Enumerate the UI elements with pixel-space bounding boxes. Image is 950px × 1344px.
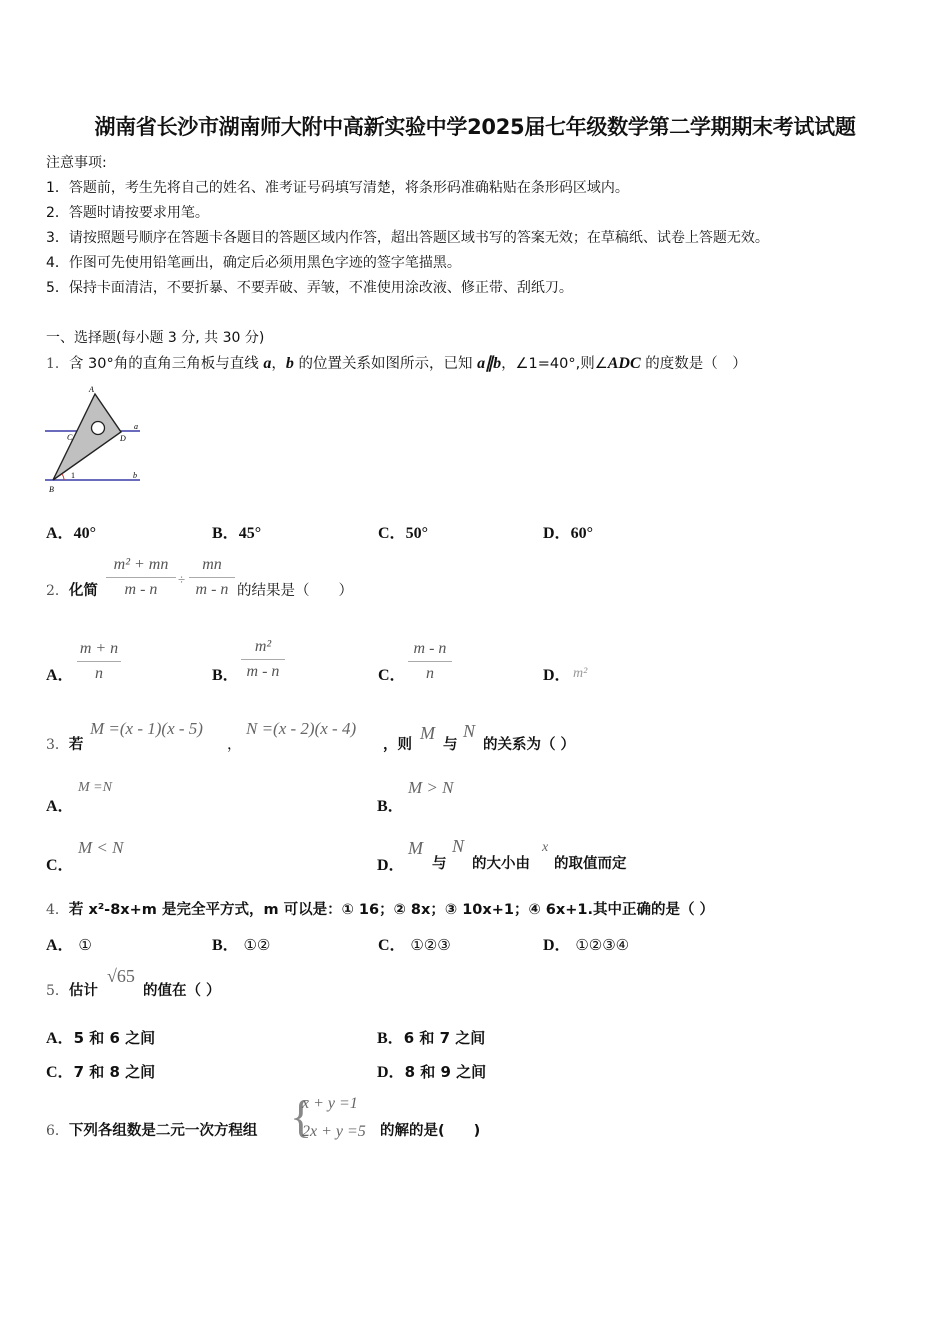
- var-x: x: [542, 840, 549, 855]
- question-suffix: 的值在（ ）: [143, 983, 221, 999]
- option-value: ①②③④: [575, 936, 630, 954]
- denominator: n: [95, 665, 103, 682]
- question-number: 5．: [46, 983, 69, 999]
- denominator: n: [426, 665, 434, 682]
- option-text: 的大小由: [472, 856, 530, 872]
- option-value: ①②: [243, 936, 271, 954]
- option-d[interactable]: [543, 932, 629, 955]
- option-value: 7 和 8 之间: [73, 1063, 156, 1081]
- option-a-label[interactable]: A．: [46, 798, 74, 815]
- denominator: m - n: [124, 581, 158, 598]
- question-5: [46, 979, 98, 1000]
- parallel-condition: a∥b: [477, 355, 502, 372]
- option-label: A．: [46, 525, 74, 542]
- svg-text:b: b: [133, 471, 137, 480]
- angle-name: ADC: [607, 355, 641, 372]
- option-value: ①: [78, 936, 92, 954]
- brace-icon: {: [290, 1091, 313, 1142]
- fraction-1: [106, 556, 176, 599]
- question-text: 的度数是（ ）: [640, 356, 747, 372]
- option-text: 的取值而定: [554, 856, 627, 872]
- expr-n: N =(x - 2)(x - 4): [246, 719, 357, 738]
- question-suffix: 的解的是( ): [380, 1123, 481, 1139]
- option-d-value[interactable]: [408, 838, 423, 859]
- denominator: m - n: [195, 581, 229, 598]
- section-heading: 一、选择题(每小题 3 分, 共 30 分): [46, 330, 265, 346]
- option-label: B．: [212, 937, 239, 954]
- notice-heading: 注意事项:: [46, 155, 107, 171]
- option-c-value[interactable]: M < N: [78, 838, 124, 857]
- question-6: [46, 1119, 257, 1140]
- svg-text:1: 1: [71, 471, 75, 480]
- svg-text:D: D: [120, 434, 126, 443]
- question-3: [46, 733, 83, 754]
- option-d[interactable]: [543, 520, 593, 543]
- question-text: 与: [443, 737, 458, 753]
- option-d[interactable]: [377, 1059, 486, 1082]
- var-a: a: [263, 355, 272, 372]
- option-label: D．: [377, 1064, 405, 1081]
- option-c-label[interactable]: C．: [378, 667, 406, 684]
- numerator: m²: [254, 638, 272, 655]
- svg-text:a: a: [134, 422, 138, 431]
- divide-sign: ÷: [178, 572, 186, 587]
- question-suffix: 的结果是（ ）: [237, 583, 353, 599]
- question-text: 化简: [68, 583, 98, 599]
- question-text: ，则: [383, 737, 412, 753]
- option-value: 50°: [405, 525, 428, 542]
- option-b[interactable]: [212, 932, 270, 955]
- numerator: m² + mn: [113, 556, 169, 573]
- svg-text:A: A: [89, 385, 94, 394]
- option-label: B．: [212, 525, 239, 542]
- option-value: 6 和 7 之间: [403, 1029, 486, 1047]
- option-value: 5 和 6 之间: [73, 1029, 156, 1047]
- question-2: [46, 579, 98, 600]
- equation-1: x + y =1: [302, 1095, 358, 1112]
- option-label: A．: [46, 1030, 74, 1047]
- question-number: 3．: [46, 737, 69, 753]
- option-value: 45°: [238, 525, 262, 542]
- var-n: N: [452, 836, 465, 856]
- question-text: 估计: [68, 983, 98, 999]
- expr-m: M =(x - 1)(x - 5): [90, 719, 203, 738]
- option-a[interactable]: [46, 520, 96, 543]
- question-number: 1．: [46, 356, 69, 372]
- question-text: 下列各组数是二元一次方程组: [68, 1123, 258, 1139]
- option-b[interactable]: [212, 520, 261, 543]
- option-label: C．: [378, 525, 406, 542]
- option-value: ①②③: [410, 936, 451, 954]
- option-text: 与: [432, 856, 447, 872]
- option-a-fraction[interactable]: [77, 640, 121, 683]
- comma: ，: [227, 737, 242, 753]
- option-label: D．: [543, 937, 571, 954]
- question-number: 4．: [46, 902, 69, 918]
- question-text: 若 x²-8x+m 是完全平方式，m 可以是：① 16；② 8x；③ 10x+1；④ 6x+1.其中正确的是（ ）: [68, 902, 715, 918]
- option-b[interactable]: [377, 1025, 485, 1048]
- radical-expr: √65: [107, 966, 135, 986]
- var-m: M: [408, 838, 423, 858]
- option-c-fraction[interactable]: [408, 640, 452, 683]
- svg-text:C: C: [67, 433, 73, 442]
- option-b-fraction[interactable]: [241, 638, 285, 681]
- option-label: C．: [378, 937, 406, 954]
- option-c[interactable]: [46, 1059, 155, 1082]
- question-text: 的位置关系如图所示，已知: [293, 356, 478, 372]
- option-d-label[interactable]: D．: [543, 667, 571, 684]
- option-label: D．: [543, 525, 571, 542]
- svg-text:B: B: [49, 485, 54, 494]
- numerator: m + n: [79, 640, 119, 657]
- var-b: b: [285, 355, 294, 372]
- option-b-value[interactable]: M > N: [408, 778, 454, 797]
- option-c-label[interactable]: C．: [46, 857, 74, 874]
- option-b-label[interactable]: B．: [212, 667, 239, 684]
- question-text: 含 30°角的直角三角板与直线: [68, 356, 264, 372]
- notice-item: 3．请按照题号顺序在答题卡各题目的答题区域内作答，超出答题区域书写的答案无效；在草稿纸、试卷上答题无效。: [46, 230, 769, 246]
- option-value: 8 和 9 之间: [404, 1063, 487, 1081]
- question-suffix: 的关系为（ ）: [483, 737, 576, 753]
- numerator: m - n: [413, 640, 447, 657]
- equation-2: 2x + y =5: [302, 1123, 366, 1140]
- numerator: mn: [202, 556, 222, 573]
- option-c[interactable]: [378, 520, 428, 543]
- option-a-value[interactable]: M =N: [78, 780, 112, 795]
- notice-item: 4．作图可先使用铅笔画出，确定后必须用黑色字迹的签字笔描黑。: [46, 255, 461, 271]
- option-d-value[interactable]: m²: [573, 666, 588, 681]
- question-text: ，: [271, 356, 286, 372]
- notice-item: 2．答题时请按要求用笔。: [46, 205, 209, 221]
- notice-item: 5．保持卡面清洁，不要折暴、不要弄破、弄皱，不准使用涂改液、修正带、刮纸刀。: [46, 280, 573, 296]
- question-number: 2．: [46, 583, 69, 599]
- option-label: C．: [46, 1064, 74, 1081]
- option-label: A．: [46, 937, 74, 954]
- option-c[interactable]: [378, 932, 451, 955]
- question-text: 若: [68, 737, 84, 753]
- denominator: m - n: [246, 663, 280, 680]
- page-title: 湖南省长沙市湖南师大附中高新实验中学2025届七年级数学第二学期期末考试试题: [94, 115, 856, 139]
- question-1: [46, 352, 747, 373]
- triangle-figure: [42, 382, 146, 494]
- question-text: ，∠1=40°,则∠: [501, 356, 608, 372]
- option-value: 60°: [570, 525, 593, 542]
- option-a[interactable]: [46, 1025, 155, 1048]
- var-m: M: [420, 723, 435, 743]
- option-a[interactable]: [46, 932, 92, 955]
- question-number: 6．: [46, 1123, 69, 1139]
- option-b-label[interactable]: B．: [377, 798, 404, 815]
- question-4: [46, 898, 714, 919]
- option-value: 40°: [73, 525, 96, 542]
- notice-item: 1．答题前，考生先将自己的姓名、准考证号码填写清楚，将条形码准确粘贴在条形码区域内。: [46, 180, 629, 196]
- var-n: N: [463, 721, 476, 741]
- option-label: B．: [377, 1030, 404, 1047]
- option-d-label[interactable]: D．: [377, 857, 405, 874]
- fraction-2: [189, 556, 235, 599]
- option-a-label[interactable]: A．: [46, 667, 74, 684]
